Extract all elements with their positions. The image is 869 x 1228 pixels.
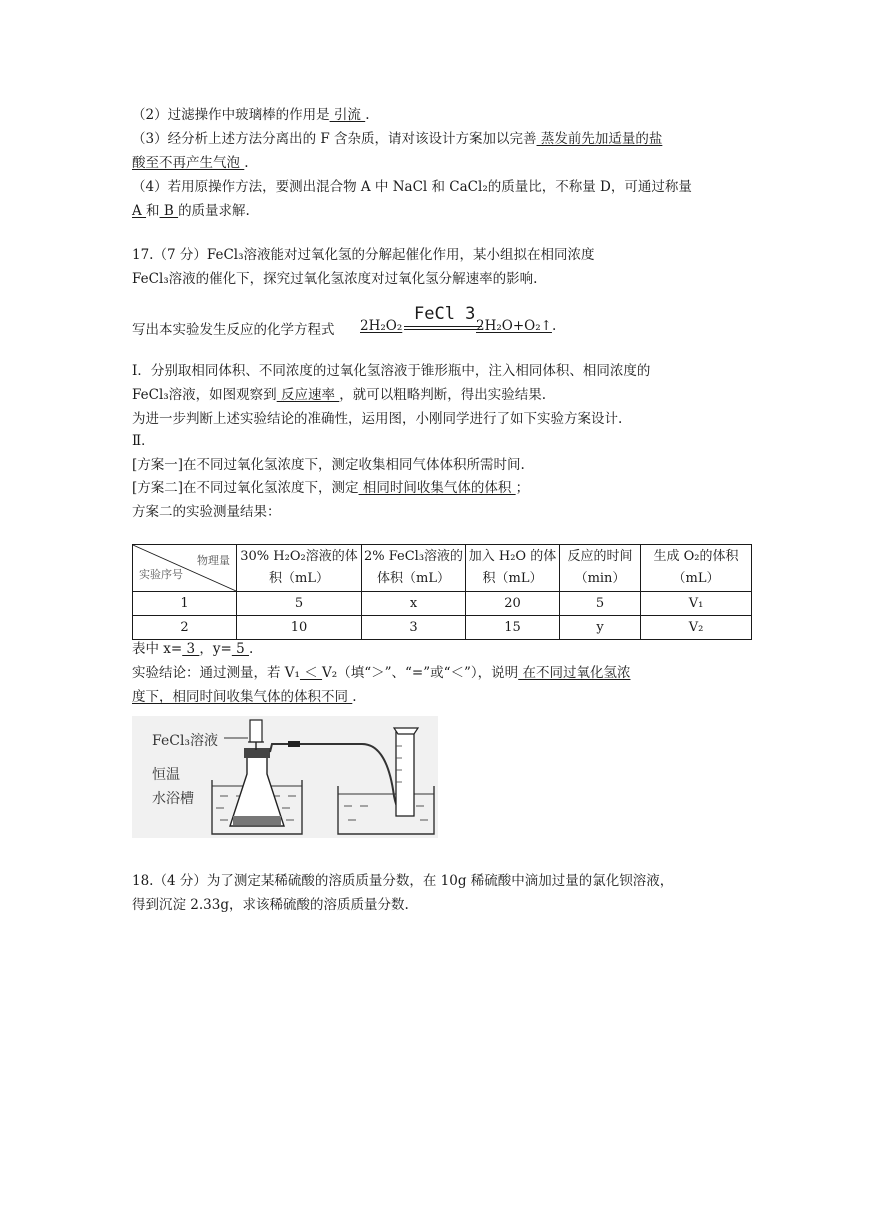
table-cell: 1	[133, 592, 237, 616]
q17-plan2	[132, 479, 529, 497]
q16-part4-line1	[132, 178, 692, 196]
q17-step1-line1: Ⅰ．分别取相同体积、不同浓度的过氧化氢溶液于锥形瓶中，注入相同体积、相同浓度的	[132, 363, 651, 379]
q17-equation-right: 2H₂O+O₂↑	[476, 318, 552, 334]
q17-step2-heading: Ⅱ．	[132, 433, 155, 449]
q16-part4-text: （4）若用原操作方法，要测出混合物 A 中 NaCl 和 CaCl₂的质量比，不称量 D，可通过称量	[132, 179, 692, 195]
table-diag-bottom-label: 实验序号	[139, 568, 183, 581]
q17-step1-text: FeCl₃溶液，如图观察到	[132, 387, 277, 403]
q17-equation-left: 2H₂O₂	[360, 318, 403, 334]
table-row	[133, 592, 752, 616]
q17-conclusion-mid: V₂（填“＞”、“=”或“＜”），说明	[322, 665, 519, 681]
q17-x-answer: 3	[182, 641, 200, 657]
q17-equation	[132, 304, 592, 344]
figure-label-water-bath: 水浴槽	[152, 791, 194, 807]
q17-equation-prompt: 写出本实验发生反应的化学方程式	[132, 322, 335, 338]
q16-part4-answer-b: B	[159, 203, 179, 219]
q16-part4-line2	[132, 202, 250, 220]
q17-xy-text: 表中 x=	[132, 641, 183, 657]
q17-step1-post: ，就可以粗略判断，得出实验结果.	[339, 387, 547, 403]
q17-plan2-result-label: 方案二的实验测量结果：	[132, 504, 281, 520]
table-header-cell	[362, 545, 466, 592]
table-cell: V₂	[641, 616, 752, 640]
table-header-text: 反应的时间	[567, 549, 633, 564]
q16-part4-post: 的质量求解.	[178, 203, 250, 219]
q16-part3-line1	[132, 130, 662, 148]
q17-conclusion-answer2: 在不同过氧化氢浓	[518, 665, 631, 681]
q16-part2-answer: 引流	[329, 107, 366, 123]
q17-conclusion-answer: ＜	[299, 665, 323, 681]
q17-conclusion-text: 实验结论：通过测量，若 V₁	[132, 665, 300, 681]
table-cell: V₁	[641, 592, 752, 616]
equals-sign-top	[404, 326, 482, 327]
table-cell: 10	[237, 616, 362, 640]
q18-line2: 得到沉淀 2.33g，求该稀硫酸的溶质质量分数.	[132, 897, 409, 913]
table-header-cell	[466, 545, 560, 592]
q17-step1-line3: 为进一步判断上述实验结论的准确性，运用图，小刚同学进行了如下实验方案设计.	[132, 411, 623, 427]
equals-sign-bottom	[404, 329, 482, 330]
results-table	[132, 544, 752, 640]
table-cell: 15	[466, 616, 560, 640]
q17-step1-answer: 反应速率	[276, 387, 340, 403]
q17-plan1: [方案一]在不同过氧化氢浓度下，测定收集相同气体体积所需时间.	[132, 457, 525, 473]
q16-part3-text: （3）经分析上述方法分离出的 F 含杂质，请对该设计方案加以完善	[132, 131, 537, 147]
q17-intro-line1: 17.（7 分）FeCl₃溶液能对过氧化氢的分解起催化作用，某小组拟在相同浓度	[132, 247, 595, 263]
q16-part3-line2	[132, 154, 249, 172]
table-header-text: 积（mL）	[482, 571, 543, 586]
q17-plan2-text: [方案二]在不同过氧化氢浓度下，测定	[132, 480, 359, 496]
figure-label-fecl3: FeCl₃溶液	[152, 733, 219, 749]
punct: .	[352, 689, 357, 705]
q17-xy-answer	[132, 640, 253, 658]
q16-part3-answer: 蒸发前先加适量的盐	[536, 131, 663, 147]
punct: .	[552, 318, 557, 334]
table-cell: 20	[466, 592, 560, 616]
table-header-text: 加入 H₂O 的体	[468, 549, 557, 564]
q17-step1-line2	[132, 386, 546, 404]
table-diag-top-label: 物理量	[197, 554, 230, 567]
punct: .	[244, 155, 249, 171]
table-row	[133, 616, 752, 640]
q17-plan2-answer: 相同时间收集气体的体积	[358, 480, 516, 496]
q18-line1: 18.（4 分）为了测定某稀硫酸的溶质质量分数，在 10g 稀硫酸中滴加过量的氯化钡溶液，	[132, 873, 674, 889]
table-cell: 3	[362, 616, 466, 640]
table-diagonal-header	[133, 545, 237, 592]
q17-xy-mid: ，y=	[199, 641, 232, 657]
q16-part4-and: 和	[146, 203, 160, 219]
table-cell: y	[560, 616, 641, 640]
q16-part2-text: （2）过滤操作中玻璃棒的作用是	[132, 107, 330, 123]
table-header-text: 积（mL）	[269, 571, 329, 586]
table-cell: 2	[133, 616, 237, 640]
figure-label-constant-temp: 恒温	[152, 767, 180, 783]
table-header-row	[133, 545, 752, 592]
punct: .	[249, 641, 254, 657]
q17-conclusion-line2	[132, 688, 357, 706]
q17-y-answer: 5	[231, 641, 250, 657]
table-cell: x	[362, 592, 466, 616]
q17-conclusion-answer2-cont: 度下，相同时间收集气体的体积不同	[132, 689, 353, 705]
table-header-text: 30% H₂O₂溶液的体	[240, 549, 358, 564]
q17-intro-line2: FeCl₃溶液的催化下，探究过氧化氢浓度对过氧化氢分解速率的影响.	[132, 271, 538, 287]
table-cell: 5	[237, 592, 362, 616]
table-header-text: 体积（mL）	[377, 571, 450, 586]
q16-part4-answer-a: A	[132, 203, 147, 219]
table-header-text: 2% FeCl₃溶液的	[363, 549, 464, 564]
table-header-text: （mL）	[672, 571, 720, 586]
q16-part3-answer-cont: 酸至不再产生气泡	[132, 155, 245, 171]
table-header-text: 生成 O₂的体积	[653, 549, 739, 564]
punct: ；	[515, 480, 530, 496]
apparatus-figure	[132, 716, 438, 838]
table-header-cell	[641, 545, 752, 592]
table-header-cell	[237, 545, 362, 592]
punct: .	[365, 107, 370, 123]
table-cell: 5	[560, 592, 641, 616]
q17-equation-catalyst: FeCl 3	[414, 304, 476, 324]
table-header-cell	[560, 545, 641, 592]
table-header-text: （min）	[574, 571, 626, 586]
q17-conclusion-line1	[132, 664, 630, 682]
q16-part2	[132, 106, 369, 124]
